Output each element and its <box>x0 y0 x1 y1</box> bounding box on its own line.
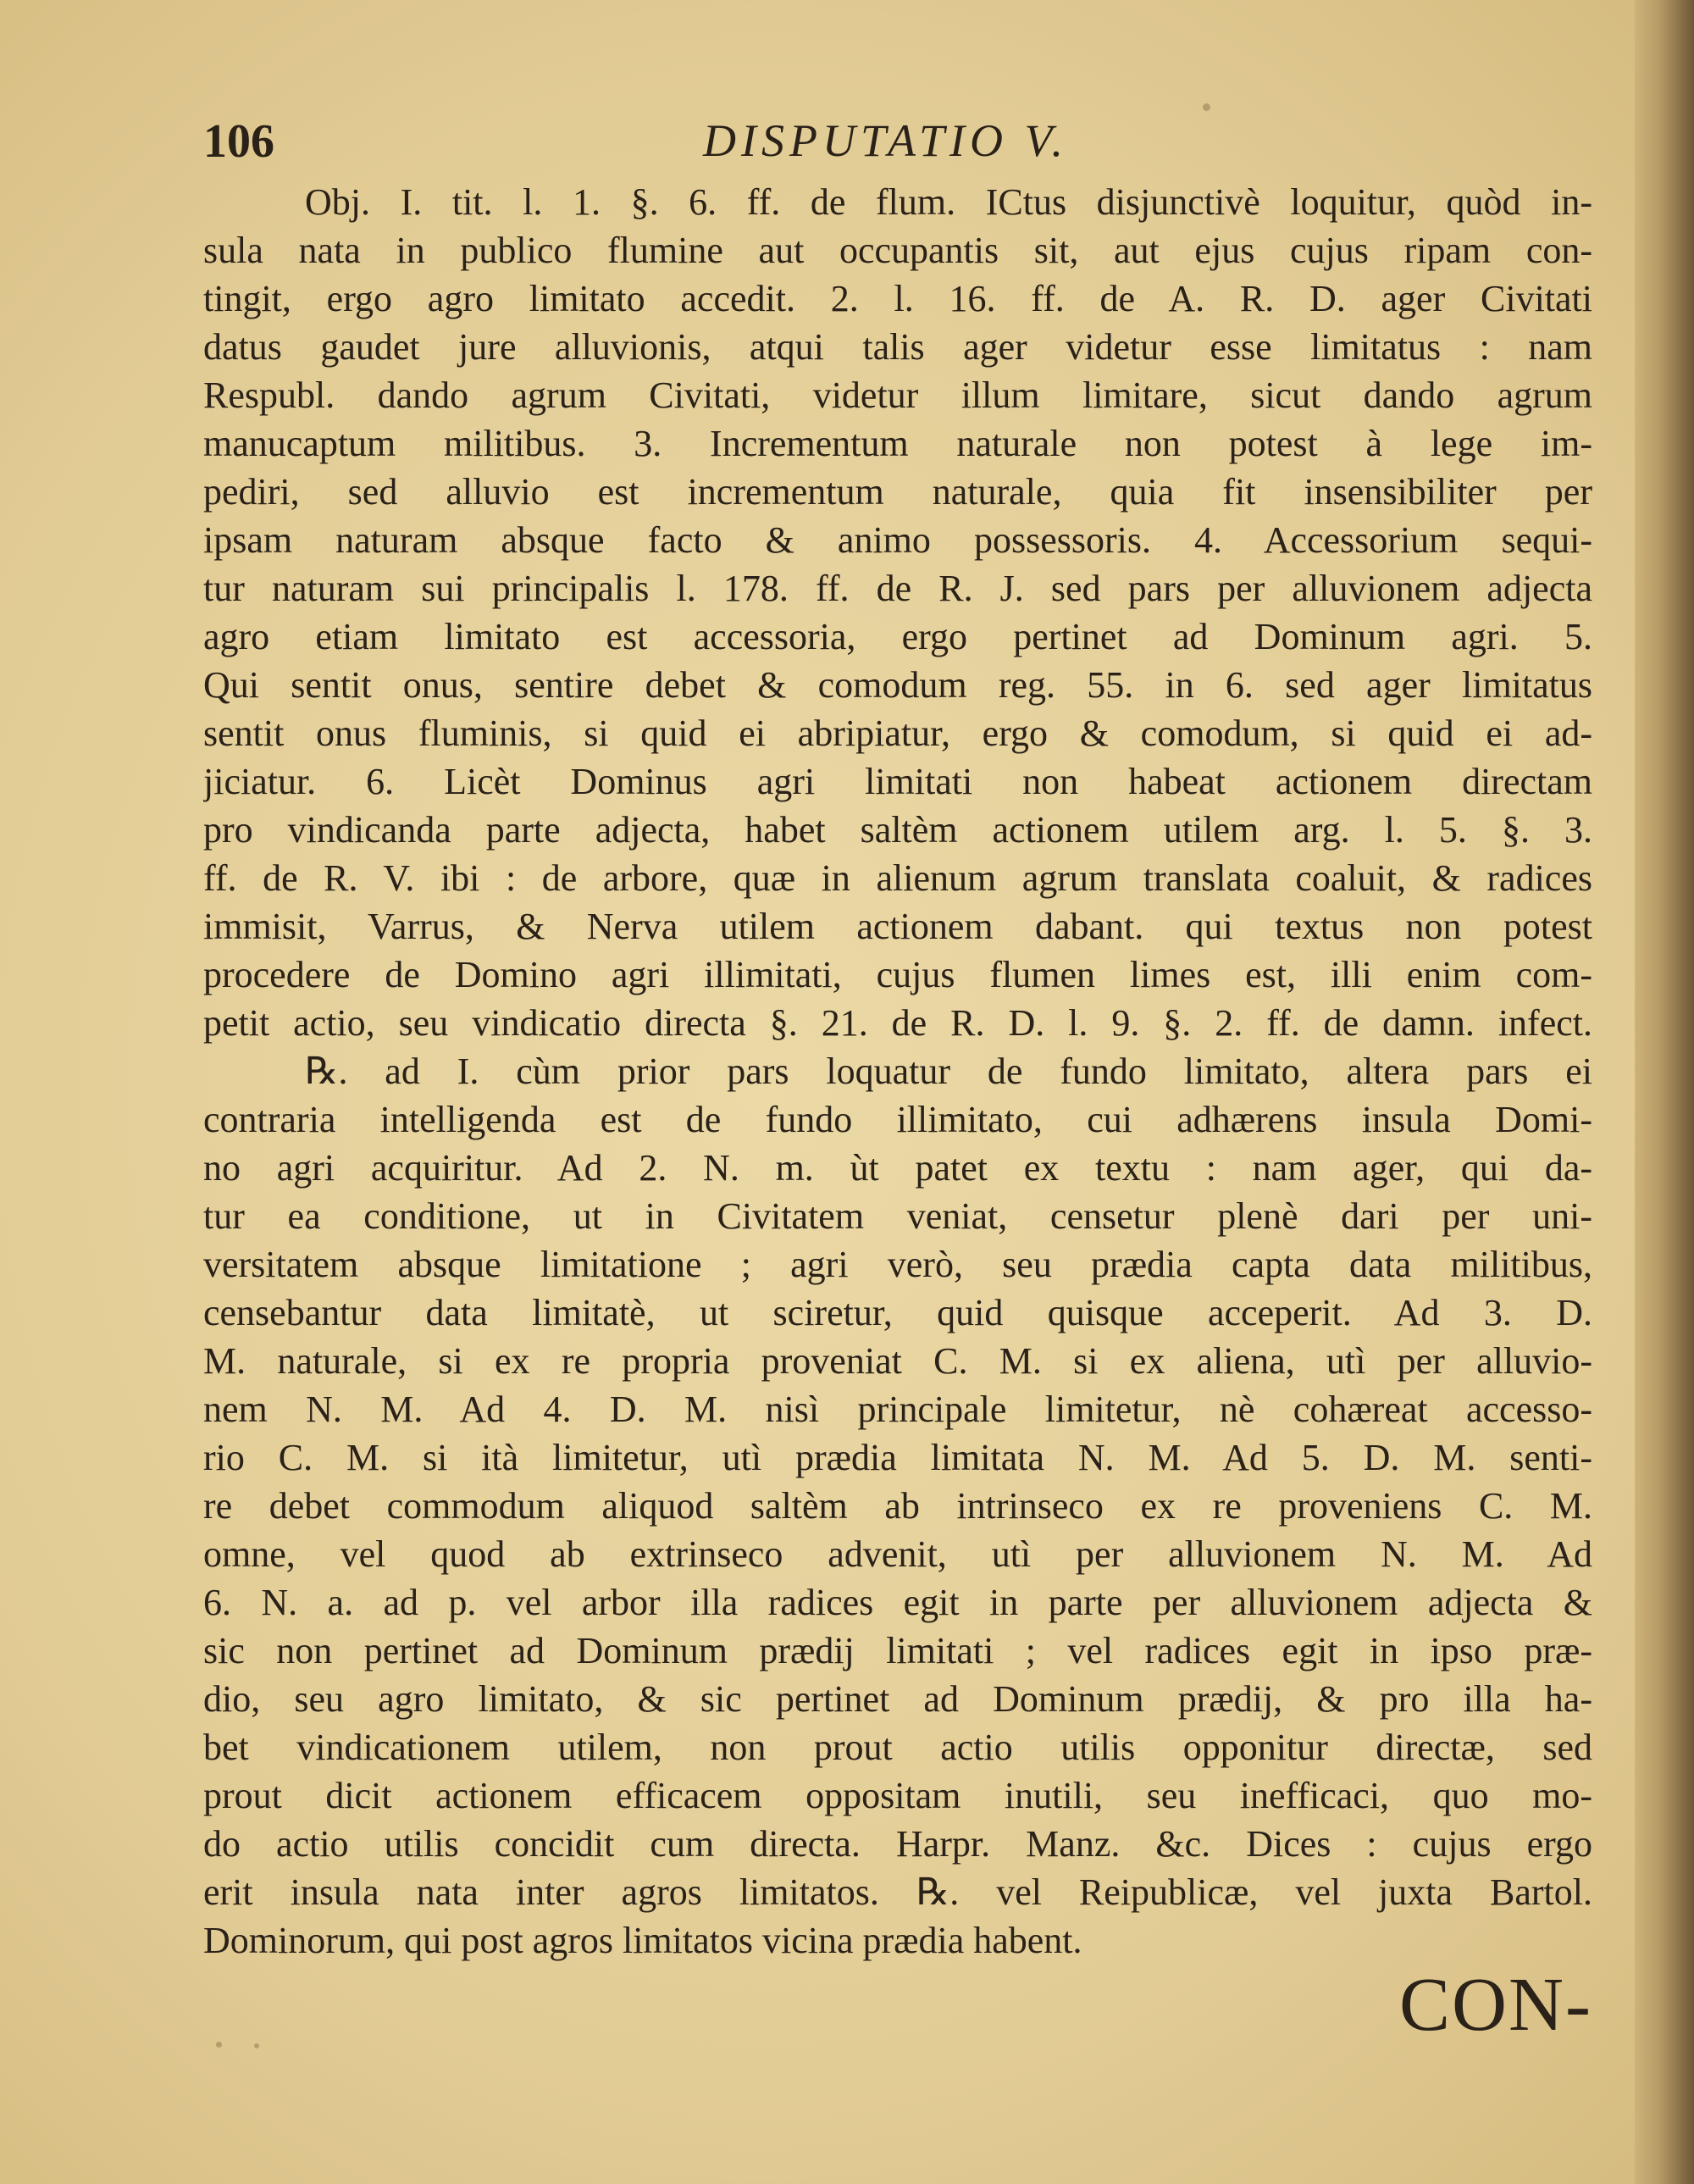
text-line: 6. N. a. ad p. vel arbor illa radices egit in parte per alluvionem adjecta & <box>203 1582 1592 1623</box>
page-number: 106 <box>203 115 274 168</box>
text-line: sentit onus fluminis, si quid ei abripiatur, ergo & comodum, si quid ei ad- <box>203 712 1592 754</box>
paper-speck <box>216 2042 222 2048</box>
text-line: nem N. M. Ad 4. D. M. nisì principale limitetur, nè cohæreat accesso- <box>203 1389 1592 1430</box>
catchword: CON- <box>1399 1963 1592 2047</box>
text-line: Respubl. dando agrum Civitati, videtur illum limitare, sicut dando agrum <box>203 374 1592 416</box>
text-line: tur ea conditione, ut in Civitatem veniat, censetur plenè dari per uni- <box>203 1195 1592 1237</box>
text-block <box>203 178 1592 1965</box>
text-line: versitatem absque limitatione ; agri verò, seu prædia capta data militibus, <box>203 1244 1592 1285</box>
text-line: pro vindicanda parte adjecta, habet saltèm actionem utilem arg. l. 5. §. 3. <box>203 809 1592 851</box>
text-line: ℞. ad I. cùm prior pars loquatur de fundo limitato, altera pars ei <box>305 1050 1592 1092</box>
text-line: Dominorum, qui post agros limitatos vicina prædia habent. <box>203 1920 1082 1961</box>
text-line: prout dicit actionem efficacem oppositam inutili, seu inefficaci, quo mo- <box>203 1775 1592 1816</box>
text-line: do actio utilis concidit cum directa. Harpr. Manz. &c. Dices : cujus ergo <box>203 1823 1592 1865</box>
text-line: rio C. M. si ità limitetur, utì prædia limitata N. M. Ad 5. D. M. senti- <box>203 1437 1592 1478</box>
text-line: re debet commodum aliquod saltèm ab intrinseco ex re proveniens C. M. <box>203 1485 1592 1527</box>
text-line: agro etiam limitato est accessoria, ergo pertinet ad Dominum agri. 5. <box>203 616 1592 657</box>
text-line: ff. de R. V. ibi : de arbore, quæ in alienum agrum translata coaluit, & radices <box>203 857 1592 899</box>
text-line: Obj. I. tit. l. 1. §. 6. ff. de flum. ICtus disjunctivè loquitur, quòd in- <box>305 181 1592 223</box>
text-line: tingit, ergo agro limitato accedit. 2. l. 16. ff. de A. R. D. ager Civitati <box>203 278 1592 319</box>
text-line: no agri acquiritur. Ad 2. N. m. ùt patet ex textu : nam ager, qui da- <box>203 1147 1592 1189</box>
text-line: Qui sentit onus, sentire debet & comodum reg. 55. in 6. sed ager limitatus <box>203 664 1592 706</box>
text-line: contraria intelligenda est de fundo illimitato, cui adhærens insula Domi- <box>203 1099 1592 1140</box>
text-line: bet vindicationem utilem, non prout actio utilis opponitur directæ, sed <box>203 1727 1592 1768</box>
page-header <box>203 114 1601 174</box>
text-line: immisit, Varrus, & Nerva utilem actionem dabant. qui textus non potest <box>203 906 1592 947</box>
text-line: manucaptum militibus. 3. Incrementum naturale non potest à lege im- <box>203 423 1592 464</box>
text-line: dio, seu agro limitato, & sic pertinet ad Dominum prædij, & pro illa ha- <box>203 1678 1592 1720</box>
text-line: sic non pertinet ad Dominum prædij limitati ; vel radices egit in ipso præ- <box>203 1630 1592 1671</box>
text-line: jiciatur. 6. Licèt Dominus agri limitati non habeat actionem directam <box>203 761 1592 802</box>
text-line: tur naturam sui principalis l. 178. ff. de R. J. sed pars per alluvionem adjecta <box>203 568 1592 609</box>
text-line: ipsam naturam absque facto & animo possessoris. 4. Accessorium sequi- <box>203 519 1592 561</box>
text-line: censebantur data limitatè, ut sciretur, quid quisque acceperit. Ad 3. D. <box>203 1292 1592 1333</box>
text-line: petit actio, seu vindicatio directa §. 21. de R. D. l. 9. §. 2. ff. de damn. infect. <box>203 1002 1592 1044</box>
paper-speck <box>1203 103 1210 111</box>
text-line: procedere de Domino agri illimitati, cujus flumen limes est, illi enim com- <box>203 954 1592 995</box>
running-title: DISPUTATIO V. <box>703 115 1069 166</box>
page-gutter-shadow <box>1635 0 1694 2184</box>
text-line: sula nata in publico flumine aut occupantis sit, aut ejus cujus ripam con- <box>203 230 1592 271</box>
text-line: erit insula nata inter agros limitatos. ℞. vel Reipublicæ, vel juxta Bartol. <box>203 1871 1592 1913</box>
text-line: omne, vel quod ab extrinseco advenit, utì per alluvionem N. M. Ad <box>203 1533 1592 1575</box>
text-line: pediri, sed alluvio est incrementum naturale, quia fit insensibiliter per <box>203 471 1592 513</box>
paper-speck <box>254 2043 259 2048</box>
text-line: M. naturale, si ex re propria proveniat C. M. si ex aliena, utì per alluvio- <box>203 1340 1592 1382</box>
text-line: datus gaudet jure alluvionis, atqui talis ager videtur esse limitatus : nam <box>203 326 1592 368</box>
